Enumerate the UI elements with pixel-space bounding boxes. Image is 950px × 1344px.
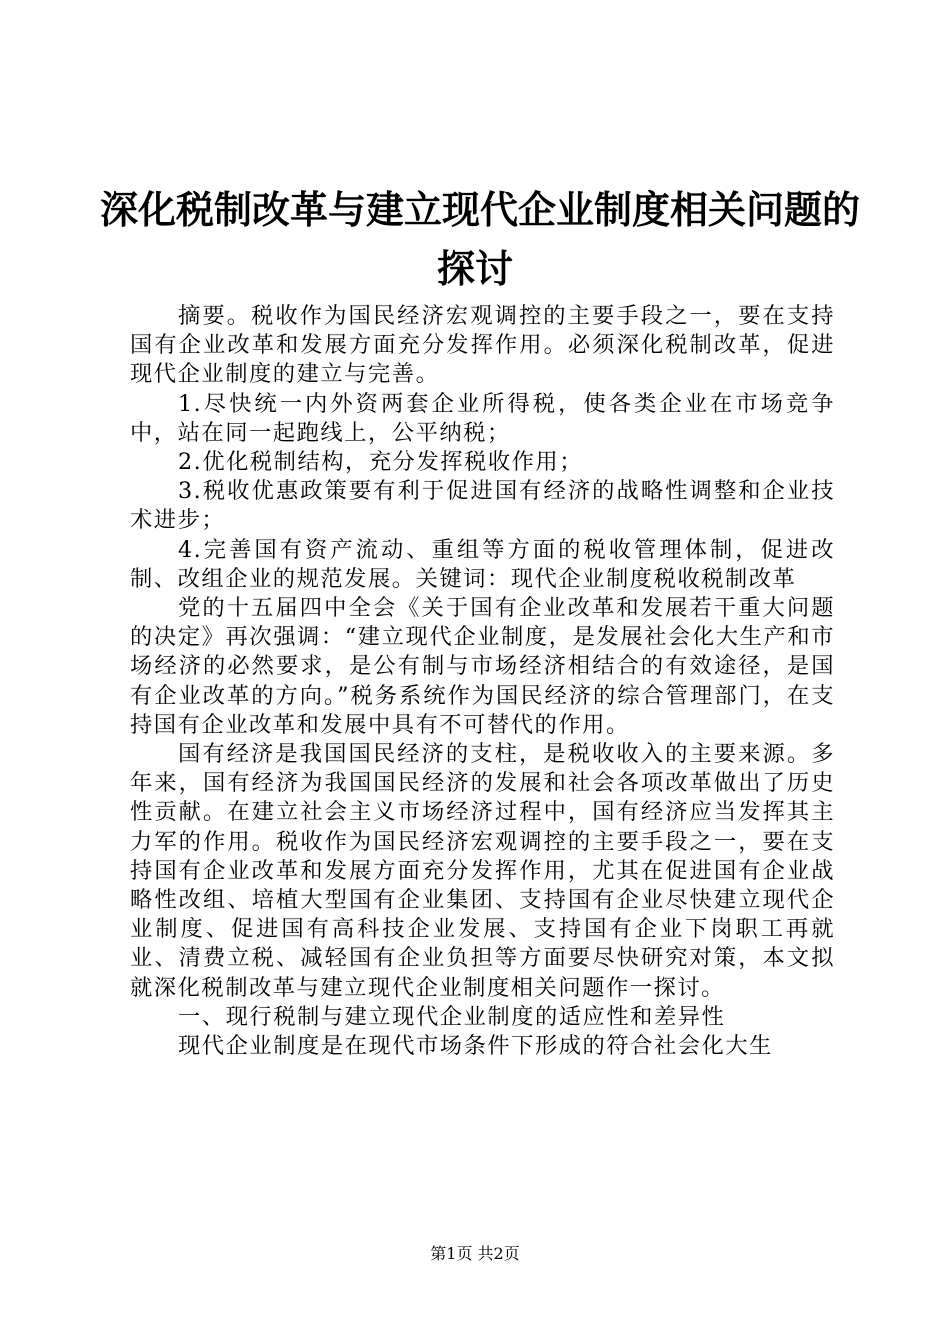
point-2-paragraph: 2.优化税制结构，充分发挥税收作用； [178,449,584,476]
document-title-line-1: 深化税制改革与建立现代企业制度相关问题的 [100,188,861,232]
section-heading: 一、现行税制与建立现代企业制度的适应性和差异性 [178,1003,726,1030]
abstract-paragraph: 摘要。税收作为国民经济宏观调控的主要手段之一，要在支持国有企业改革和发展方面充分发挥作用。必须深化税制改革，促进现代企业制度的建立与完善。 [130,303,835,388]
document-body [130,302,835,1061]
body-paragraph: 党的十五届四中全会《关于国有企业改革和发展若干重大问题的决定》再次强调：“建立现代企业制度，是发展社会化大生产和市场经济的必然要求，是公有制与市场经济相结合的有效途径，是国有企业改革的方向。”税务系统作为国民经济的综合管理部门，在支持国有企业改革和发展中具有不可替代的作用。 [130,595,835,738]
page-footer: 第1页 共2页 [430,1244,520,1263]
point-3-paragraph: 3.税收优惠政策要有利于促进国有经济的战略性调整和企业技术进步； [130,478,835,534]
point-4-paragraph: 4.完善国有资产流动、重组等方面的税收管理体制，促进改制、改组企业的规范发展。关键词：现代企业制度税收税制改革 [130,536,835,592]
point-1-paragraph: 1.尽快统一内外资两套企业所得税，使各类企业在市场竞争中，站在同一起跑线上，公平纳税； [130,390,835,446]
body-paragraph: 现代企业制度是在现代市场条件下形成的符合社会化大生 [178,1033,773,1060]
body-paragraph: 国有经济是我国国民经济的支柱，是税收收入的主要来源。多年来，国有经济为我国国民经济的发展和社会各项改革做出了历史性贡献。在建立社会主义市场经济过程中，国有经济应当发挥其主力军的作用。税收作为国民经济宏观调控的主要手段之一，要在支持国有企业改革和发展方面充分发挥作用，尤其在促进国有企业战略性改组、培植大型国有企业集团、支持国有企业尽快建立现代企业制度、促进国有高科技企业发展、支持国有企业下岗职工再就业、清费立税、减轻国有企业负担等方面要尽快研究对策，本文拟就深化税制改革与建立现代企业制度相关问题作一探讨。 [130,741,835,1001]
document-title-line-2: 探讨 [436,247,513,291]
